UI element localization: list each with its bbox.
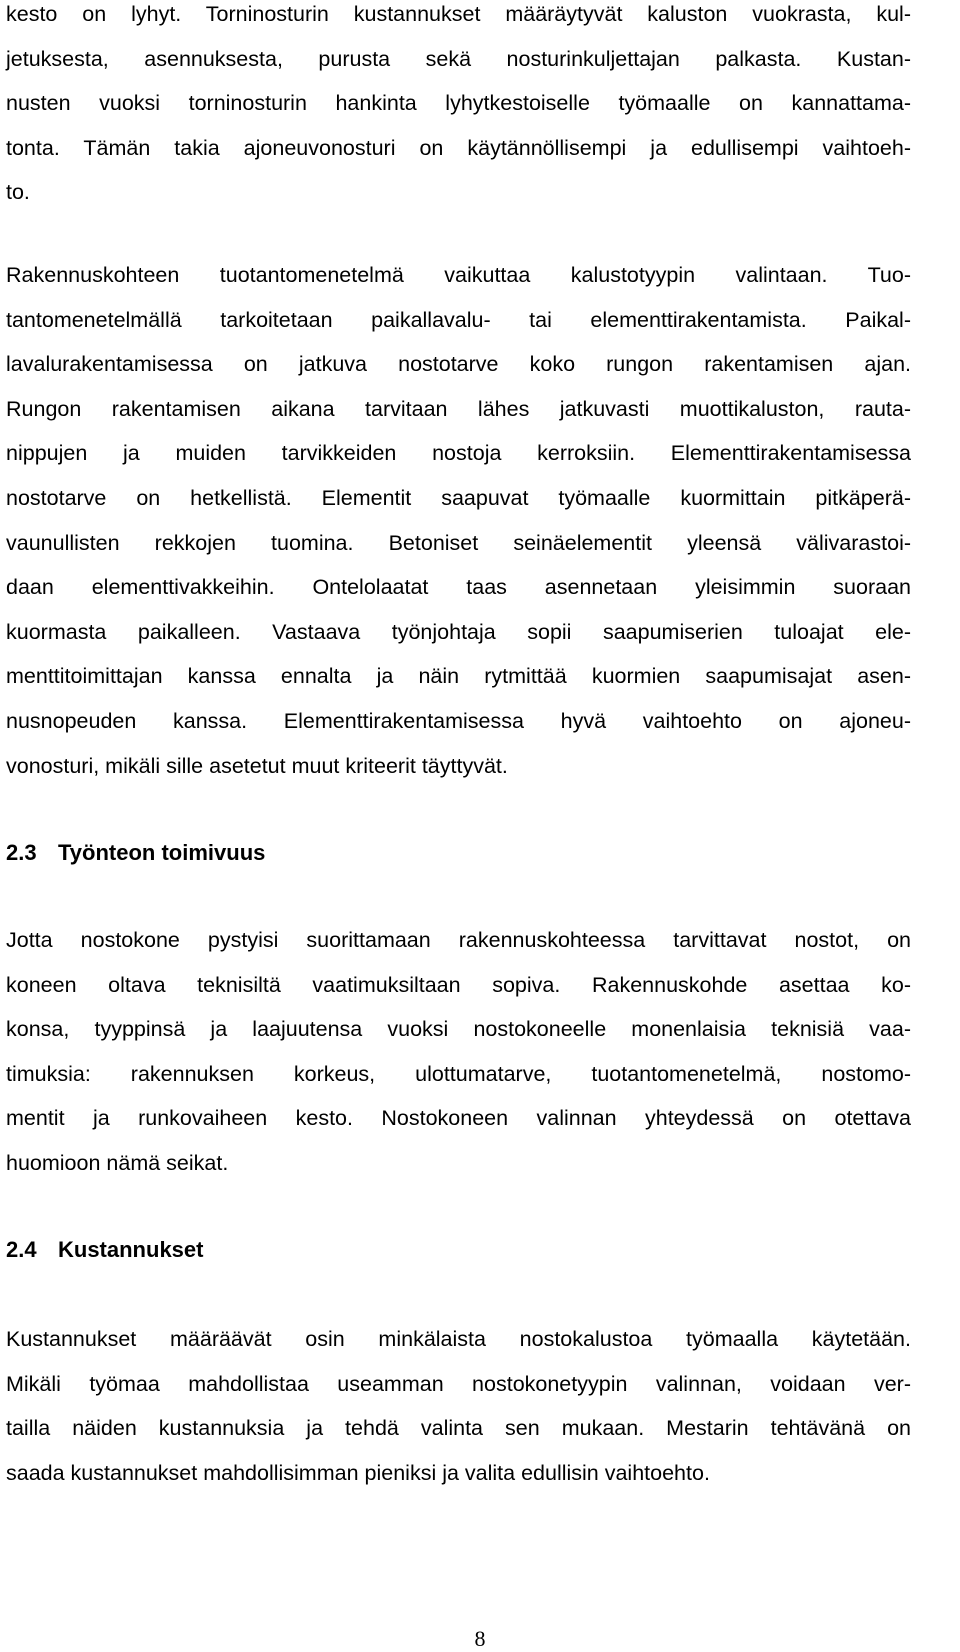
text-line: daan elementtivakkeihin. Ontelolaatat taas asennetaan yleisimmin suoraan — [6, 575, 911, 600]
text-line: nostotarve on hetkellistä. Elementit saapuvat työmaalle kuormittain pitkäperä- — [6, 485, 911, 510]
text-line: Rungon rakentamisen aikana tarvitaan lähes jatkuvasti muottikaluston, rauta- — [6, 396, 911, 421]
text-line: konsa, tyyppinsä ja laajuutensa vuoksi nostokoneelle monenlaisia teknisiä vaa- — [6, 1017, 911, 1042]
text-line: kuormasta paikalleen. Vastaava työnjohtaja sopii saapumiserien tuloajat ele- — [6, 619, 911, 644]
section-number: 2.4 — [6, 1237, 37, 1262]
text-line: jetuksesta, asennuksesta, purusta sekä nosturinkuljettajan palkasta. Kustan- — [6, 46, 911, 71]
paragraph-costs — [6, 1317, 911, 1495]
text-line: koneen oltava teknisiltä vaatimuksiltaan sopiva. Rakennuskohde asettaa ko- — [6, 972, 911, 997]
section-number: 2.3 — [6, 840, 37, 865]
text-line: nusten vuoksi torninosturin hankinta lyhytkestoiselle työmaalle on kannattama- — [6, 91, 911, 116]
paragraph-crane-costs — [6, 0, 911, 215]
page-number: 8 — [474, 1626, 486, 1651]
paragraph-production-method — [6, 253, 911, 788]
text-line: mentit ja runkovaiheen kesto. Nostokoneen valinnan yhteydessä on otettava — [6, 1106, 911, 1131]
text-line: timuksia: rakennuksen korkeus, ulottumatarve, tuotantomenetelmä, nostomo- — [6, 1061, 911, 1086]
text-line: vonosturi, mikäli sille asetetut muut kriteerit täyttyvät. — [6, 753, 508, 778]
text-line: nippujen ja muiden tarvikkeiden nostoja kerroksiin. Elementtirakentamisessa — [6, 441, 911, 466]
text-line: Rakennuskohteen tuotantomenetelmä vaikuttaa kalustotyypin valintaan. Tuo- — [6, 263, 911, 287]
text-line: nusnopeuden kanssa. Elementtirakentamisessa hyvä vaihtoehto on ajoneu- — [6, 708, 911, 733]
section-title: Työnteon toimivuus — [58, 840, 266, 865]
text-line: vaunullisten rekkojen tuomina. Betoniset seinäelementit yleensä välivarastoi- — [6, 530, 911, 555]
text-line: Jotta nostokone pystyisi suorittamaan rakennuskohteessa tarvittavat nostot, on — [6, 928, 911, 952]
text-line: lavalurakentamisessa on jatkuva nostotarve koko rungon rakentamisen ajan. — [6, 352, 911, 377]
paragraph-work-functionality — [6, 918, 911, 1186]
text-line: tantomenetelmällä tarkoitetaan paikallavalu- tai elementtirakentamista. Paikal- — [6, 307, 911, 332]
text-line: to. — [6, 180, 30, 205]
text-line: tailla näiden kustannuksia ja tehdä valinta sen mukaan. Mestarin tehtävänä on — [6, 1416, 911, 1441]
text-line: Mikäli työmaa mahdollistaa useamman nostokonetyypin valinnan, voidaan ver- — [6, 1371, 911, 1396]
text-line: Kustannukset määräävät osin minkälaista nostokalustoa työmaalla käytetään. — [6, 1327, 911, 1351]
section-title: Kustannukset — [58, 1237, 204, 1262]
section-heading-2-4 — [6, 1235, 203, 1265]
text-line: menttitoimittajan kanssa ennalta ja näin rytmittää kuormien saapumisajat asen- — [6, 664, 911, 689]
text-line: tonta. Tämän takia ajoneuvonosturi on käytännöllisempi ja edullisempi vaihtoeh- — [6, 135, 911, 160]
text-line: saada kustannukset mahdollisimman pieniksi ja valita edullisin vaihtoehto. — [6, 1460, 710, 1485]
section-heading-2-3 — [6, 838, 265, 868]
text-line: kesto on lyhyt. Torninosturin kustannukset määräytyvät kaluston vuokrasta, kul- — [6, 2, 911, 26]
text-line: huomioon nämä seikat. — [6, 1150, 229, 1175]
